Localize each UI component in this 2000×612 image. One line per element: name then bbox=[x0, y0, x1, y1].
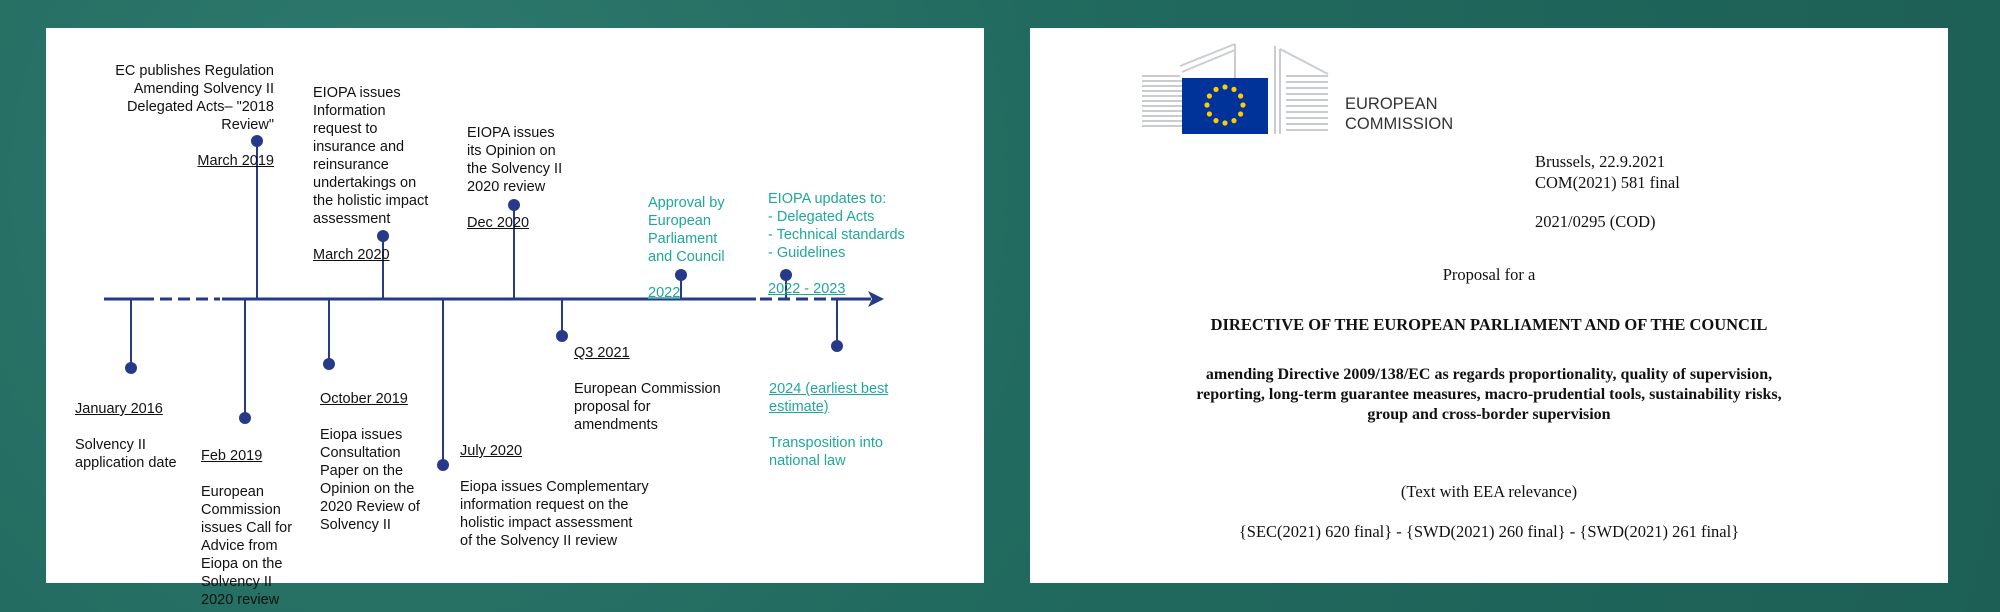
event-text: Eiopa issues Consultation Paper on the Opinion on the 2020 Review of Solvency II bbox=[320, 427, 420, 533]
event-date: Feb 2019 bbox=[201, 448, 263, 464]
event-label-eiopa-opinion bbox=[467, 106, 607, 232]
event-date: March 2019 bbox=[197, 153, 274, 169]
event-text: Eiopa issues Complementary information request on the holistic impact assessment of the Solvency II review bbox=[460, 479, 649, 549]
org-name bbox=[1345, 94, 1453, 134]
directive-subtitle: amending Directive 2009/138/EC as regards proportionality, quality of supervision, reporting, long-term guarantee measures, macro-prudential tools, sustainability risks, group and cross-border supervision bbox=[1196, 366, 1782, 423]
marker-dot bbox=[323, 358, 335, 370]
timeline-panel bbox=[46, 28, 984, 608]
event-date: January 2016 bbox=[75, 401, 163, 417]
org-name-line1: EUROPEAN bbox=[1345, 95, 1438, 113]
place-date: Brussels, 22.9.2021 bbox=[1535, 152, 1666, 171]
proposal-heading: Proposal for a bbox=[1442, 265, 1536, 284]
event-text: European Commission issues Call for Advice from Eiopa on the Solvency II 2020 review bbox=[201, 484, 293, 608]
event-label-january-2016 bbox=[75, 382, 205, 472]
event-date: Q3 2021 bbox=[574, 345, 630, 361]
event-date: 2022 bbox=[648, 285, 681, 301]
event-label-feb-2019 bbox=[201, 429, 321, 609]
cod-reference: 2021/0295 (COD) bbox=[1535, 212, 1656, 231]
event-label-q3-2021 bbox=[574, 326, 754, 434]
event-text: EIOPA issues its Opinion on the Solvency II 2020 review bbox=[467, 125, 563, 195]
event-text: Transposition into national law bbox=[769, 435, 883, 469]
event-date: March 2020 bbox=[313, 247, 390, 263]
event-label-2018-review bbox=[86, 44, 274, 170]
event-text: Solvency II application date bbox=[75, 437, 177, 471]
event-text: European Commission proposal for amendments bbox=[574, 381, 721, 433]
marker-dot bbox=[239, 412, 251, 424]
event-date: 2022 - 2023 bbox=[768, 281, 846, 297]
document-panel bbox=[1030, 28, 1948, 583]
event-text: EIOPA issues Information request to insurance and reinsurance undertakings on the holistic impact assessment bbox=[313, 85, 429, 227]
directive-title: DIRECTIVE OF THE EUROPEAN PARLIAMENT AND OF THE COUNCIL bbox=[1210, 315, 1768, 334]
event-label-july-2020 bbox=[460, 424, 680, 550]
com-reference: COM(2021) 581 final bbox=[1535, 173, 1680, 192]
event-label-2024 bbox=[769, 362, 929, 470]
marker-dot bbox=[556, 330, 568, 342]
event-text: EC publishes Regulation Amending Solvency II Delegated Acts– "2018 Review" bbox=[115, 63, 274, 133]
org-name-line2: COMMISSION bbox=[1345, 115, 1454, 133]
event-date: Dec 2020 bbox=[467, 215, 530, 231]
event-text: EIOPA updates to: - Delegated Acts - Technical standards - Guidelines bbox=[768, 191, 905, 261]
event-label-october-2019 bbox=[320, 372, 442, 534]
event-date: July 2020 bbox=[460, 443, 523, 459]
document-references: {SEC(2021) 620 final} - {SWD(2021) 260 final} - {SWD(2021) 261 final} bbox=[1238, 522, 1740, 541]
marker-dot bbox=[831, 340, 843, 352]
event-date: October 2019 bbox=[320, 391, 408, 407]
event-label-information-request bbox=[313, 66, 463, 264]
eea-relevance: (Text with EEA relevance) bbox=[1400, 482, 1578, 501]
event-text: Approval by European Parliament and Council bbox=[648, 195, 725, 265]
marker-dot bbox=[125, 362, 137, 374]
event-date: 2024 (earliest best estimate) bbox=[769, 381, 889, 415]
event-label-approval bbox=[648, 176, 768, 302]
event-label-eiopa-updates bbox=[768, 172, 948, 298]
